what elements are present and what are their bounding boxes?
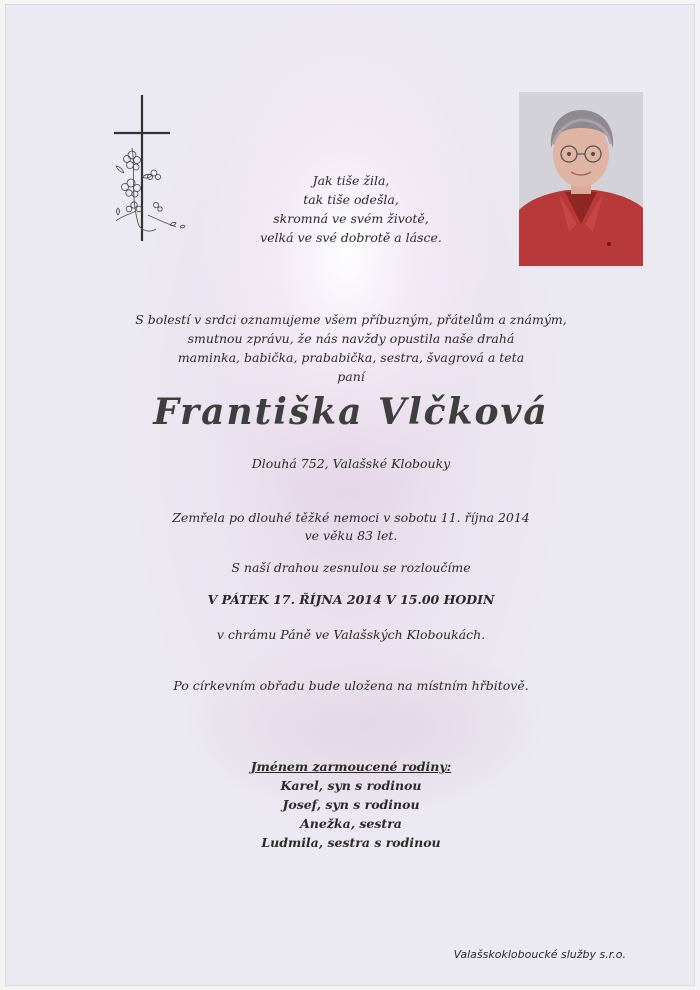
burial-note: Po církevním obřadu bude uložena na místním hřbitově. xyxy=(173,678,529,693)
deceased-name: Františka Vlčková xyxy=(153,391,549,433)
memorial-verse xyxy=(236,171,466,247)
family-signatures xyxy=(206,757,496,852)
cross-with-flowers-icon xyxy=(110,93,190,243)
family-heading: Jménem zarmoucené rodiny: xyxy=(250,759,452,774)
death-info-line: Zemřela po dlouhé těžké nemoci v sobotu 11. října 2014 xyxy=(172,510,530,525)
verse-line: Jak tiše žila, xyxy=(312,173,390,188)
announcement-line: paní xyxy=(337,369,365,384)
farewell-datetime: V PÁTEK 17. ŘÍJNA 2014 V 15.00 HODIN xyxy=(207,592,495,607)
verse-line: skromná ve svém životě, xyxy=(273,211,429,226)
address: Dlouhá 752, Valašské Klobouky xyxy=(251,456,451,471)
verse-line: velká ve své dobrotě a lásce. xyxy=(260,230,442,245)
announcement xyxy=(106,310,596,386)
death-info-line: ve věku 83 let. xyxy=(304,528,398,543)
family-member: Anežka, sestra xyxy=(300,816,402,831)
parte-page xyxy=(5,4,695,986)
portrait-photo xyxy=(519,92,643,266)
verse-line: tak tiše odešla, xyxy=(303,192,399,207)
farewell-intro: S naší drahou zesnulou se rozloučíme xyxy=(231,560,471,575)
announcement-line: S bolestí v srdci oznamujeme všem příbuzným, přátelům a známým, xyxy=(135,312,567,327)
family-member: Ludmila, sestra s rodinou xyxy=(261,835,441,850)
announcement-line: smutnou zprávu, že nás navždy opustila naše drahá xyxy=(187,331,515,346)
farewell-place: v chrámu Páně ve Valašských Kloboukách. xyxy=(216,627,486,642)
family-member: Karel, syn s rodinou xyxy=(280,778,422,793)
funeral-service-name: Valašskokloboucké služby s.r.o. xyxy=(453,948,626,961)
announcement-line: maminka, babička, prababička, sestra, švagrová a teta xyxy=(177,350,525,365)
family-member: Josef, syn s rodinou xyxy=(282,797,420,812)
